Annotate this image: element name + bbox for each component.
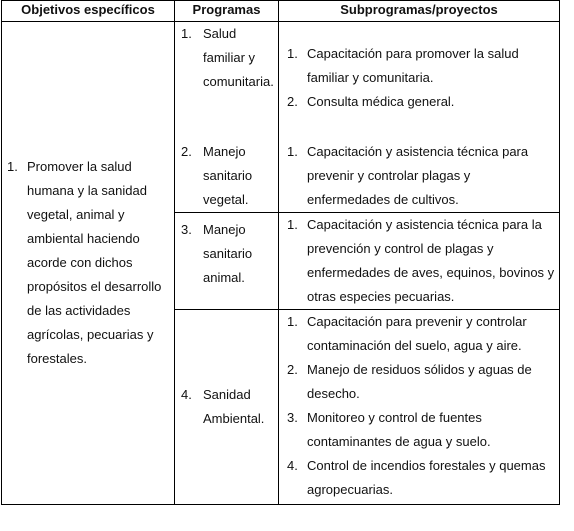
subprogram-number: 1.: [287, 314, 298, 329]
subprogram-text: Capacitación para prevenir y controlar contaminación del suelo, agua y aire.: [307, 314, 527, 353]
subprogram-text: Capacitación para promover la salud familiar y comunitaria.: [307, 46, 519, 85]
subprogram-text: Capacitación y asistencia técnica para la prevención y control de plagas y enfermedades de aves, equinos, bovinos y otras especies pecuarias.: [307, 217, 555, 304]
objective-item: [2, 155, 174, 371]
program-cell: [175, 213, 279, 310]
subprogram-text: Manejo de residuos sólidos y aguas de desecho.: [307, 362, 532, 401]
subprogram-item: [279, 213, 559, 309]
program-cell: [175, 140, 279, 213]
objectives-table-wrapper: [1, 0, 560, 505]
header-programs: Programas: [175, 1, 279, 22]
header-objectives: Objetivos específicos: [2, 1, 175, 22]
objective-cell: [2, 22, 175, 505]
table-header-row: [2, 1, 560, 22]
subprogram-number: 1.: [287, 217, 298, 232]
program-name: Salud familiar y comunitaria.: [203, 26, 274, 89]
subprogram-number: 2.: [287, 94, 298, 109]
subprogram-item: [279, 358, 559, 406]
program-item: [175, 213, 278, 290]
objective-number: 1.: [7, 159, 18, 174]
subprogram-item: [279, 90, 559, 114]
subprogram-item: [279, 406, 559, 454]
table-row: [2, 22, 560, 141]
program-number: 3.: [181, 222, 192, 237]
subprogram-text: Capacitación y asistencia técnica para prevenir y controlar plagas y enfermedades de cultivos.: [307, 144, 529, 207]
program-item: [175, 22, 278, 94]
subprogram-text: Consulta médica general.: [307, 94, 455, 109]
subprogram-item: [279, 454, 559, 502]
subprogram-number: 4.: [287, 458, 298, 473]
subprograms-cell: [279, 213, 560, 310]
program-number: 4.: [181, 387, 192, 402]
subprogram-number: 2.: [287, 362, 298, 377]
subprogram-item: [279, 140, 559, 212]
subprogram-number: 1.: [287, 46, 298, 61]
program-name: Manejo sanitario vegetal.: [203, 144, 253, 207]
subprogram-text: Control de incendios forestales y quemas agropecuarias.: [307, 458, 546, 497]
program-name: Manejo sanitario animal.: [203, 222, 253, 285]
program-number: 1.: [181, 26, 192, 41]
subprogram-item: [279, 310, 559, 358]
program-number: 2.: [181, 144, 192, 159]
program-item: [175, 383, 278, 431]
subprogram-item: [279, 42, 559, 90]
subprograms-cell: [279, 22, 560, 141]
objectives-table: [1, 0, 560, 505]
program-cell: [175, 22, 279, 141]
objective-text: Promover la salud humana y la sanidad vegetal, animal y ambiental haciendo acorde con dichos propósitos el desarrollo de las actividades agrícolas, pecuarias y forestales.: [27, 159, 162, 366]
subprogram-number: 3.: [287, 410, 298, 425]
subprograms-cell: [279, 140, 560, 213]
subprogram-text: Monitoreo y control de fuentes contaminantes de agua y suelo.: [307, 410, 491, 449]
header-subprograms: Subprogramas/proyectos: [279, 1, 560, 22]
subprogram-number: 1.: [287, 144, 298, 159]
program-name: Sanidad Ambiental.: [203, 387, 265, 426]
program-item: [175, 140, 278, 212]
program-cell: [175, 310, 279, 505]
subprograms-cell: [279, 310, 560, 505]
